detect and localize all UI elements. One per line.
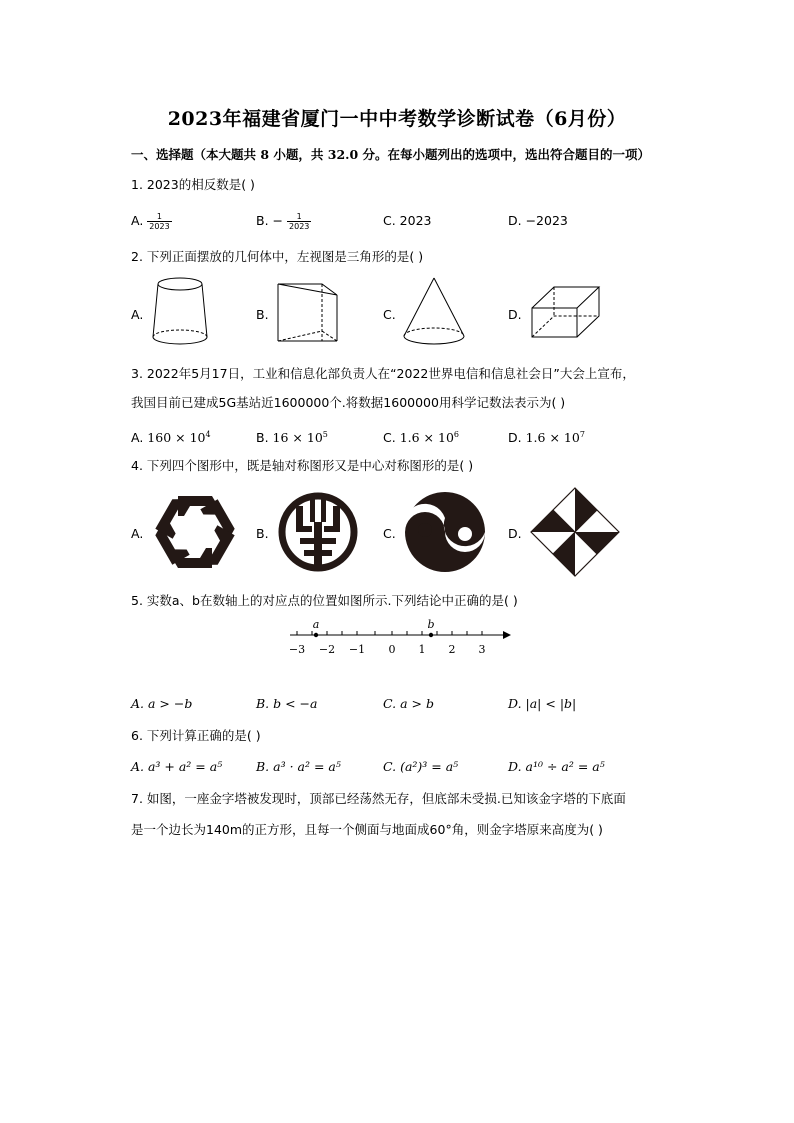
- q2-option-d-label: D.: [508, 307, 522, 322]
- point-a-marker: [314, 633, 318, 637]
- q4-option-b-label: B.: [256, 526, 269, 541]
- q3-option-b-label: B.: [256, 430, 269, 445]
- tick-label-3: 3: [478, 643, 486, 656]
- q1-option-d: D. −2023: [508, 213, 568, 228]
- circle-emblem-figure: [275, 488, 361, 576]
- question-3-line-2: 我国目前已建成5G基站近1600000个.将数据1600000用科学记数法表示为( ): [131, 395, 566, 410]
- section-heading: 一、选择题（本大题共 8 小题，共 32.0 分。在每小题列出的选项中，选出符合题目的一项）: [131, 147, 651, 162]
- q3-option-a: [131, 426, 211, 447]
- swirl-symbol-figure: [402, 488, 488, 576]
- question-7-line-2: 是一个边长为140m的正方形，且每一个侧面与地面成60°角，则金字塔原来高度为( ): [131, 822, 603, 837]
- point-b-label: b: [427, 618, 435, 631]
- q1-a-denominator: 2023: [149, 222, 170, 231]
- tick-label-neg3: −3: [288, 643, 306, 656]
- q2-option-c-label: C.: [383, 307, 396, 322]
- q1-option-a-fraction: [147, 212, 171, 231]
- point-a-label: a: [312, 618, 320, 631]
- q5-option-a: A. a > −b: [131, 696, 193, 711]
- q6-option-d: D. a¹⁰ ÷ a² = a⁵: [508, 759, 605, 774]
- q3-option-d-base: 1.6 × 10: [525, 430, 580, 445]
- tick-label-neg1: −1: [348, 643, 366, 656]
- q3-option-d-label: D.: [508, 430, 522, 445]
- question-4-text: 4. 下列四个图形中，既是轴对称图形又是中心对称图形的是( ): [131, 458, 474, 473]
- question-7-line-1: 7. 如图，一座金字塔被发现时，顶部已经荡然无存，但底部未受损.已知该金字塔的下底面: [131, 791, 626, 806]
- q5-option-d: D. |a| < |b|: [508, 696, 577, 711]
- q1-option-c: C. 2023: [383, 213, 432, 228]
- q1-option-b: [256, 212, 311, 231]
- q3-option-d-exponent: 7: [579, 430, 585, 439]
- q6-option-c: C. (a²)³ = a⁵: [383, 759, 459, 774]
- cone-figure: [402, 276, 466, 348]
- q4-option-d-label: D.: [508, 526, 522, 541]
- question-1-text: 1. 2023的相反数是( ): [131, 177, 255, 192]
- tick-label-1: 1: [418, 643, 426, 656]
- number-line-arrow: [503, 631, 511, 639]
- q5-option-b: B. b < −a: [256, 696, 318, 711]
- q1-b-denominator: 2023: [289, 222, 310, 231]
- q3-option-c-exponent: 6: [453, 430, 459, 439]
- q6-option-a: A. a³ + a² = a⁵: [131, 759, 223, 774]
- point-b-marker: [429, 633, 433, 637]
- question-5-text: 5. 实数a、b在数轴上的对应点的位置如图所示.下列结论中正确的是( ): [131, 593, 518, 608]
- q3-option-c-base: 1.6 × 10: [399, 430, 454, 445]
- cuboid-figure: [530, 285, 602, 341]
- q1-option-a-label: A.: [131, 213, 144, 228]
- question-6-text: 6. 下列计算正确的是( ): [131, 728, 261, 743]
- q3-option-a-exponent: 4: [205, 430, 211, 439]
- q1-option-b-label: B.: [256, 213, 269, 228]
- triangular-prism-figure: [275, 279, 340, 347]
- q4-option-a-label: A.: [131, 526, 144, 541]
- q3-option-b-exponent: 5: [322, 430, 328, 439]
- q3-option-c-label: C.: [383, 430, 396, 445]
- diamond-pinwheel-figure: [528, 486, 622, 578]
- q3-option-b: [256, 426, 328, 447]
- q1-a-numerator: 1: [147, 212, 171, 222]
- q1-option-b-sign: −: [272, 213, 284, 228]
- q1-option-b-fraction: [287, 212, 311, 231]
- q3-option-c: [383, 426, 459, 447]
- q2-option-a-label: A.: [131, 307, 144, 322]
- tick-label-0: 0: [388, 643, 396, 656]
- q1-option-a: [131, 212, 172, 231]
- hexagon-pinwheel-figure: [150, 487, 240, 577]
- q4-option-c-label: C.: [383, 526, 396, 541]
- number-line-figure: [285, 615, 510, 660]
- question-3-line-1: 3. 2022年5月17日，工业和信息化部负责人在“2022世界电信和信息社会日”大会上宣布，: [131, 366, 635, 381]
- tick-label-neg2: −2: [318, 643, 336, 656]
- q3-option-a-label: A.: [131, 430, 144, 445]
- q5-option-c: C. a > b: [383, 696, 434, 711]
- frustum-figure: [150, 275, 210, 347]
- question-2-text: 2. 下列正面摆放的几何体中，左视图是三角形的是( ): [131, 249, 424, 264]
- q3-option-b-base: 16 × 10: [272, 430, 323, 445]
- q1-b-numerator: 1: [287, 212, 311, 222]
- tick-label-2: 2: [448, 643, 456, 656]
- q3-option-d: [508, 426, 585, 447]
- page-title: 2023年福建省厦门一中中考数学诊断试卷（6月份）: [167, 108, 627, 130]
- q3-option-a-base: 160 × 10: [147, 430, 206, 445]
- q6-option-b: B. a³ · a² = a⁵: [256, 759, 341, 774]
- q2-option-b-label: B.: [256, 307, 269, 322]
